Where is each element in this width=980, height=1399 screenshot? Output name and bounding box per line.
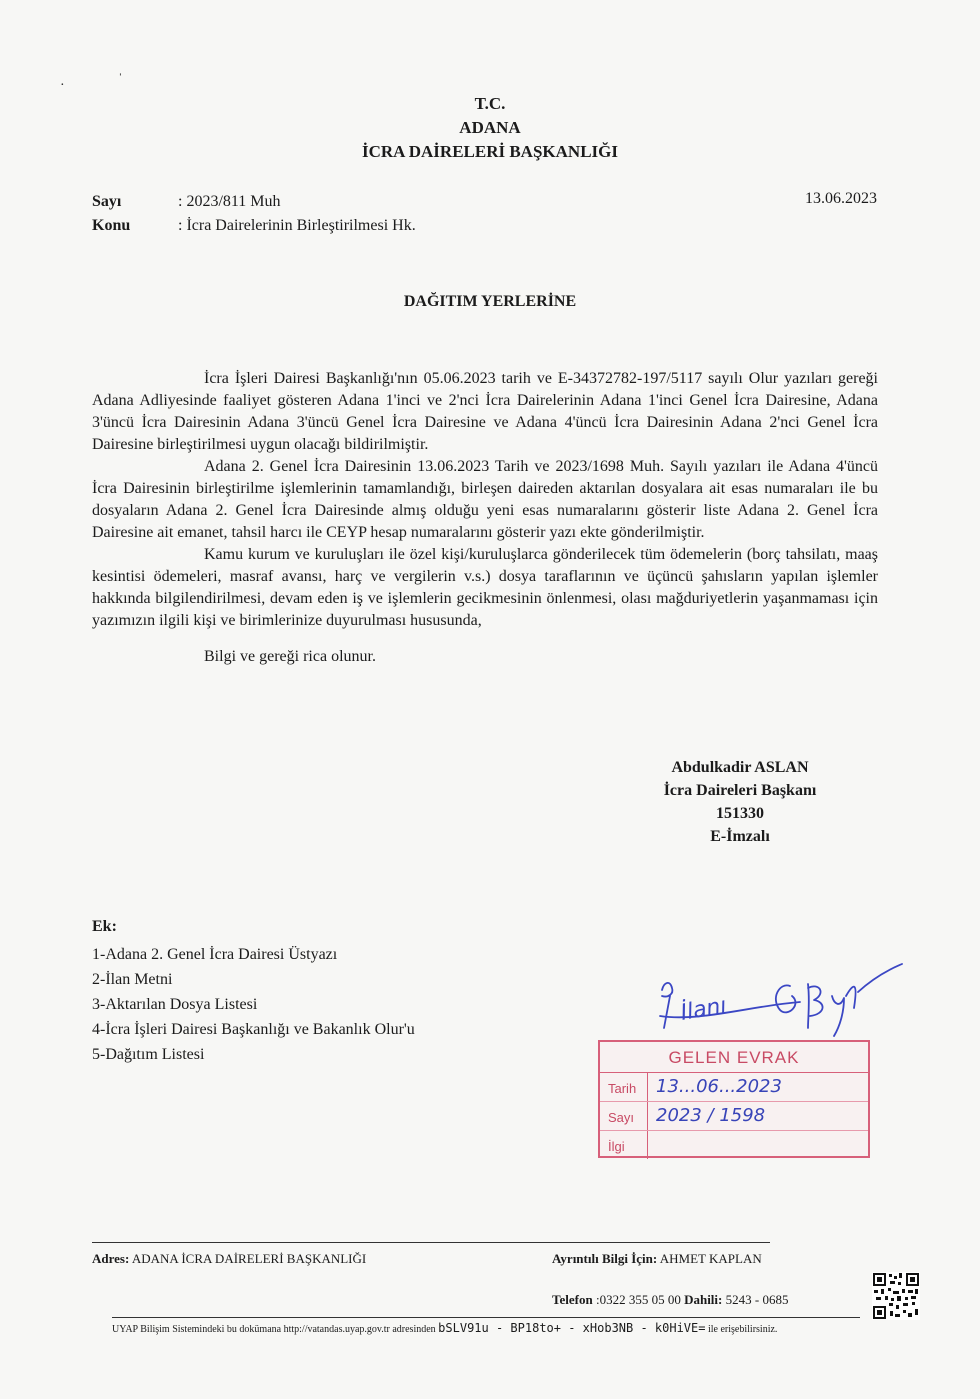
uyap-verification-code: bSLV91u - BP18to+ - xHob3NB - k0HiVE= (438, 1321, 706, 1335)
header-tc: T.C. (474, 94, 506, 113)
document-date: 13.06.2023 (805, 190, 877, 207)
signer-name: Abdulkadir ASLAN (671, 759, 809, 776)
header-city: ADANA (459, 118, 521, 137)
phone-label: Telefon (552, 1292, 593, 1307)
stamp-row-ilgi (600, 1131, 868, 1159)
bottom-divider (112, 1317, 860, 1318)
body-paragraph-2: Adana 2. Genel İcra Dairesinin 13.06.2023 Tarih ve 2023/1698 Muh. Sayılı yazıları ile Adana 4'üncü İcra Dairesinin birleştirilme işlemlerinin tamamlandığı, birleşen daireden aktarılan dosyalara ait esas numaraları ile bu dosyaların Adana 2. Genel İcra Dairesinde almış olduğu yeni esas numaralarını gösterir liste Adana 2. Genel İcra Dairesine ait emanet, tahsil harcı ile CEYP hesap numaralarını gösterir yazı ekte gönderilmiştir. (92, 458, 878, 541)
konu-value: : İcra Dairelerinin Birleştirilmesi Hk. (178, 217, 416, 234)
stamp-sayi-value: 2023 / 1598 (656, 1105, 766, 1126)
extension-label: Dahili: (684, 1292, 723, 1307)
meta-sayi-row (92, 190, 416, 214)
phone-value: :0322 355 05 00 (595, 1292, 681, 1307)
signer-title: İcra Daireleri Başkanı (663, 782, 817, 799)
extension-value: 5243 - 0685 (725, 1292, 789, 1307)
stamp-row-tarih (600, 1073, 868, 1102)
signer-number: 151330 (716, 805, 764, 822)
address-value: ADANA İCRA DAİRELERİ BAŞKANLIĞI (131, 1251, 367, 1266)
stamp-tarih-value: 13...06...2023 (656, 1076, 782, 1097)
stamp-ilgi-label: İlgi (600, 1131, 648, 1159)
meta-konu-row (92, 214, 416, 238)
uyap-verification-line (112, 1321, 777, 1335)
stamp-tarih-label: Tarih (600, 1073, 648, 1101)
footer-phone (552, 1292, 788, 1308)
document-meta (92, 190, 416, 238)
footer-contact-person (552, 1251, 762, 1267)
stamp-row-sayi (600, 1102, 868, 1131)
footer-address (92, 1251, 366, 1267)
annex-item: 1-Adana 2. Genel İcra Dairesi Üstyazı (92, 946, 338, 963)
stamp-ilgi-value (648, 1131, 868, 1159)
annex-list (92, 914, 415, 1067)
stamp-title: GELEN EVRAK (600, 1042, 868, 1073)
document-header (0, 92, 980, 164)
annex-item: 5-Dağıtım Listesi (92, 1046, 205, 1063)
body-paragraph-3: Kamu kurum ve kuruluşları ile özel kişi/kuruluşlarca gönderilecek tüm ödemelerin (borç tahsilatı, maaş kesintisi ödemeleri, masraf avansı, harç ve vergilerin v.s.) dosya taraflarının ve üçüncü şahısların yapılan işlemler hakkında bilgilendirilmesi, devam eden iş ve işlemlerin gecikmesinin önlenmesi, olası mağduriyetlerin yaşanmaması için yazımızın ilgili kişi ve birimlerinize duyurulması hususunda, (92, 546, 878, 629)
signature-block (620, 756, 860, 848)
address-label: Adres: (92, 1251, 130, 1266)
annex-item: 2-İlan Metni (92, 971, 173, 988)
document-page: · ˈ T.C. ADANA İCRA DAİRELERİ BAŞKANLIĞI Sayı : 2023/811 Muh Konu : İcra Dairelerinin Birleştirilmesi Hk. 13.06.2023 DAĞITIM YERLERİNE İcra İşleri Dairesi Başkanlığı'nın 05.06.2023 tarih ve E-34372782-197/5117 sayılı Olur yazıları gereği Adana Adliyesinde faaliyet gösteren Adana 1'inci ve 2'nci İcra Dairelerinin Adana 1'inci Genel İcra Dairesine, Adana 3'üncü İcra Dairesinin Adana 3'üncü Genel İcra Dairesine ve Adana 4'üncü İcra Dairesinin Adana 2'nci Genel İcra Dairesine birleştirilmesi uygun olacağı bildirilmiştir. Adana 2. Genel İcra Dairesinin 13.06.2023 Tarih ve 2023/1698 Muh. Sayılı yazıları ile Adana 4'üncü İcra Dairesinin birleştirilme işlemlerinin tamamlandığı, birleşen daireden aktarılan dosyalara ait esas numaraları ile bu dosyaların Adana 2. Genel İcra Dairesinde almış olduğu yeni esas numaralarını gösterir liste Adana 2. Genel İcra Dairesine ait emanet, tahsil harcı ile CEYP hesap numaralarını gösterir yazı ekte gönderilmiştir. Kamu kurum ve kuruluşları ile özel kişi/kuruluşlarca gönderilecek tüm ödemelerin (borç tahsilatı, maaş kesintisi ödemeleri, masraf avansı, harç ve vergilerin v.s.) dosya taraflarının ve üçüncü şahısların yapılan işlemler hakkında bilgilendirilmesi, devam eden iş ve işlemlerin gecikmesinin önlenmesi, olası mağduriyetlerin yaşanmaması için yazımızın ilgili kişi ve birimlerinize duyurulması hususunda, Bilgi ve gereği rica olunur. Abdulkadir ASLAN İcra Daireleri Başkanı 151330 E-İmzalı Ek: 1-Adana 2. Genel İcra Dairesi Üstyazı 2-İlan Metni 3-Aktarılan Dosya Listesi 4-İcra İşleri Dairesi Başkanlığı ve Bakanlık Olur'u 5-Dağıtım Listesi İlanı GELEN EVRAK Tarih 13...06...2023 Sayı 2023 / 1598 İlgi Adres: ADANA İCRA DAİRELERİ BAŞKANLIĞI Ayrıntılı Bilgi İçin: AHMET KAPLAN Telefon :0322 355 05 00 Dahili: 5243 - 0685 UYAP Bilişim Sistemindeki bu dokümana http://vatandas.uyap.gov.tr adresinden bSLV91u - BP18to+ - xHob3NB - k0HiVE= ile erişebilirsiniz. (0, 0, 980, 1399)
document-body (92, 368, 878, 668)
body-paragraph-4: Bilgi ve gereği rica olunur. (204, 648, 376, 665)
uyap-suffix: ile erişebilirsiniz. (707, 1324, 778, 1335)
footer-divider (92, 1242, 770, 1243)
konu-label: Konu (92, 217, 131, 234)
incoming-document-stamp (598, 1040, 870, 1158)
qr-code-icon (872, 1272, 920, 1320)
sayi-label: Sayı (92, 193, 122, 210)
sayi-value: : 2023/811 Muh (178, 193, 281, 210)
contact-value: AHMET KAPLAN (659, 1251, 762, 1266)
body-paragraph-1: İcra İşleri Dairesi Başkanlığı'nın 05.06.2023 tarih ve E-34372782-197/5117 sayılı Olur yazıları gereği Adana Adliyesinde faaliyet gösteren Adana 1'inci ve 2'nci İcra Dairelerinin Adana 1'inci Genel İcra Dairesine, Adana 3'üncü İcra Dairesinin Adana 3'üncü Genel İcra Dairesine ve Adana 4'üncü İcra Dairesinin Adana 2'nci Genel İcra Dairesine birleştirilmesi uygun olacağı bildirilmiştir. (92, 370, 878, 453)
e-signature-note: E-İmzalı (710, 828, 770, 845)
annex-title: Ek: (92, 918, 117, 935)
addressee: DAĞITIM YERLERİNE (403, 293, 577, 310)
contact-label: Ayrıntılı Bilgi İçin: (552, 1251, 658, 1266)
handwritten-signature (640, 952, 910, 1042)
header-institution: İCRA DAİRELERİ BAŞKANLIĞI (361, 142, 618, 161)
uyap-prefix: UYAP Bilişim Sistemindeki bu dokümana http://vatandas.uyap.gov.tr adresinden (112, 1324, 436, 1335)
annex-item: 4-İcra İşleri Dairesi Başkanlığı ve Bakanlık Olur'u (92, 1021, 415, 1038)
handwritten-note: İlanı (678, 993, 729, 1026)
stamp-sayi-label: Sayı (600, 1102, 648, 1130)
annex-item: 3-Aktarılan Dosya Listesi (92, 996, 258, 1013)
